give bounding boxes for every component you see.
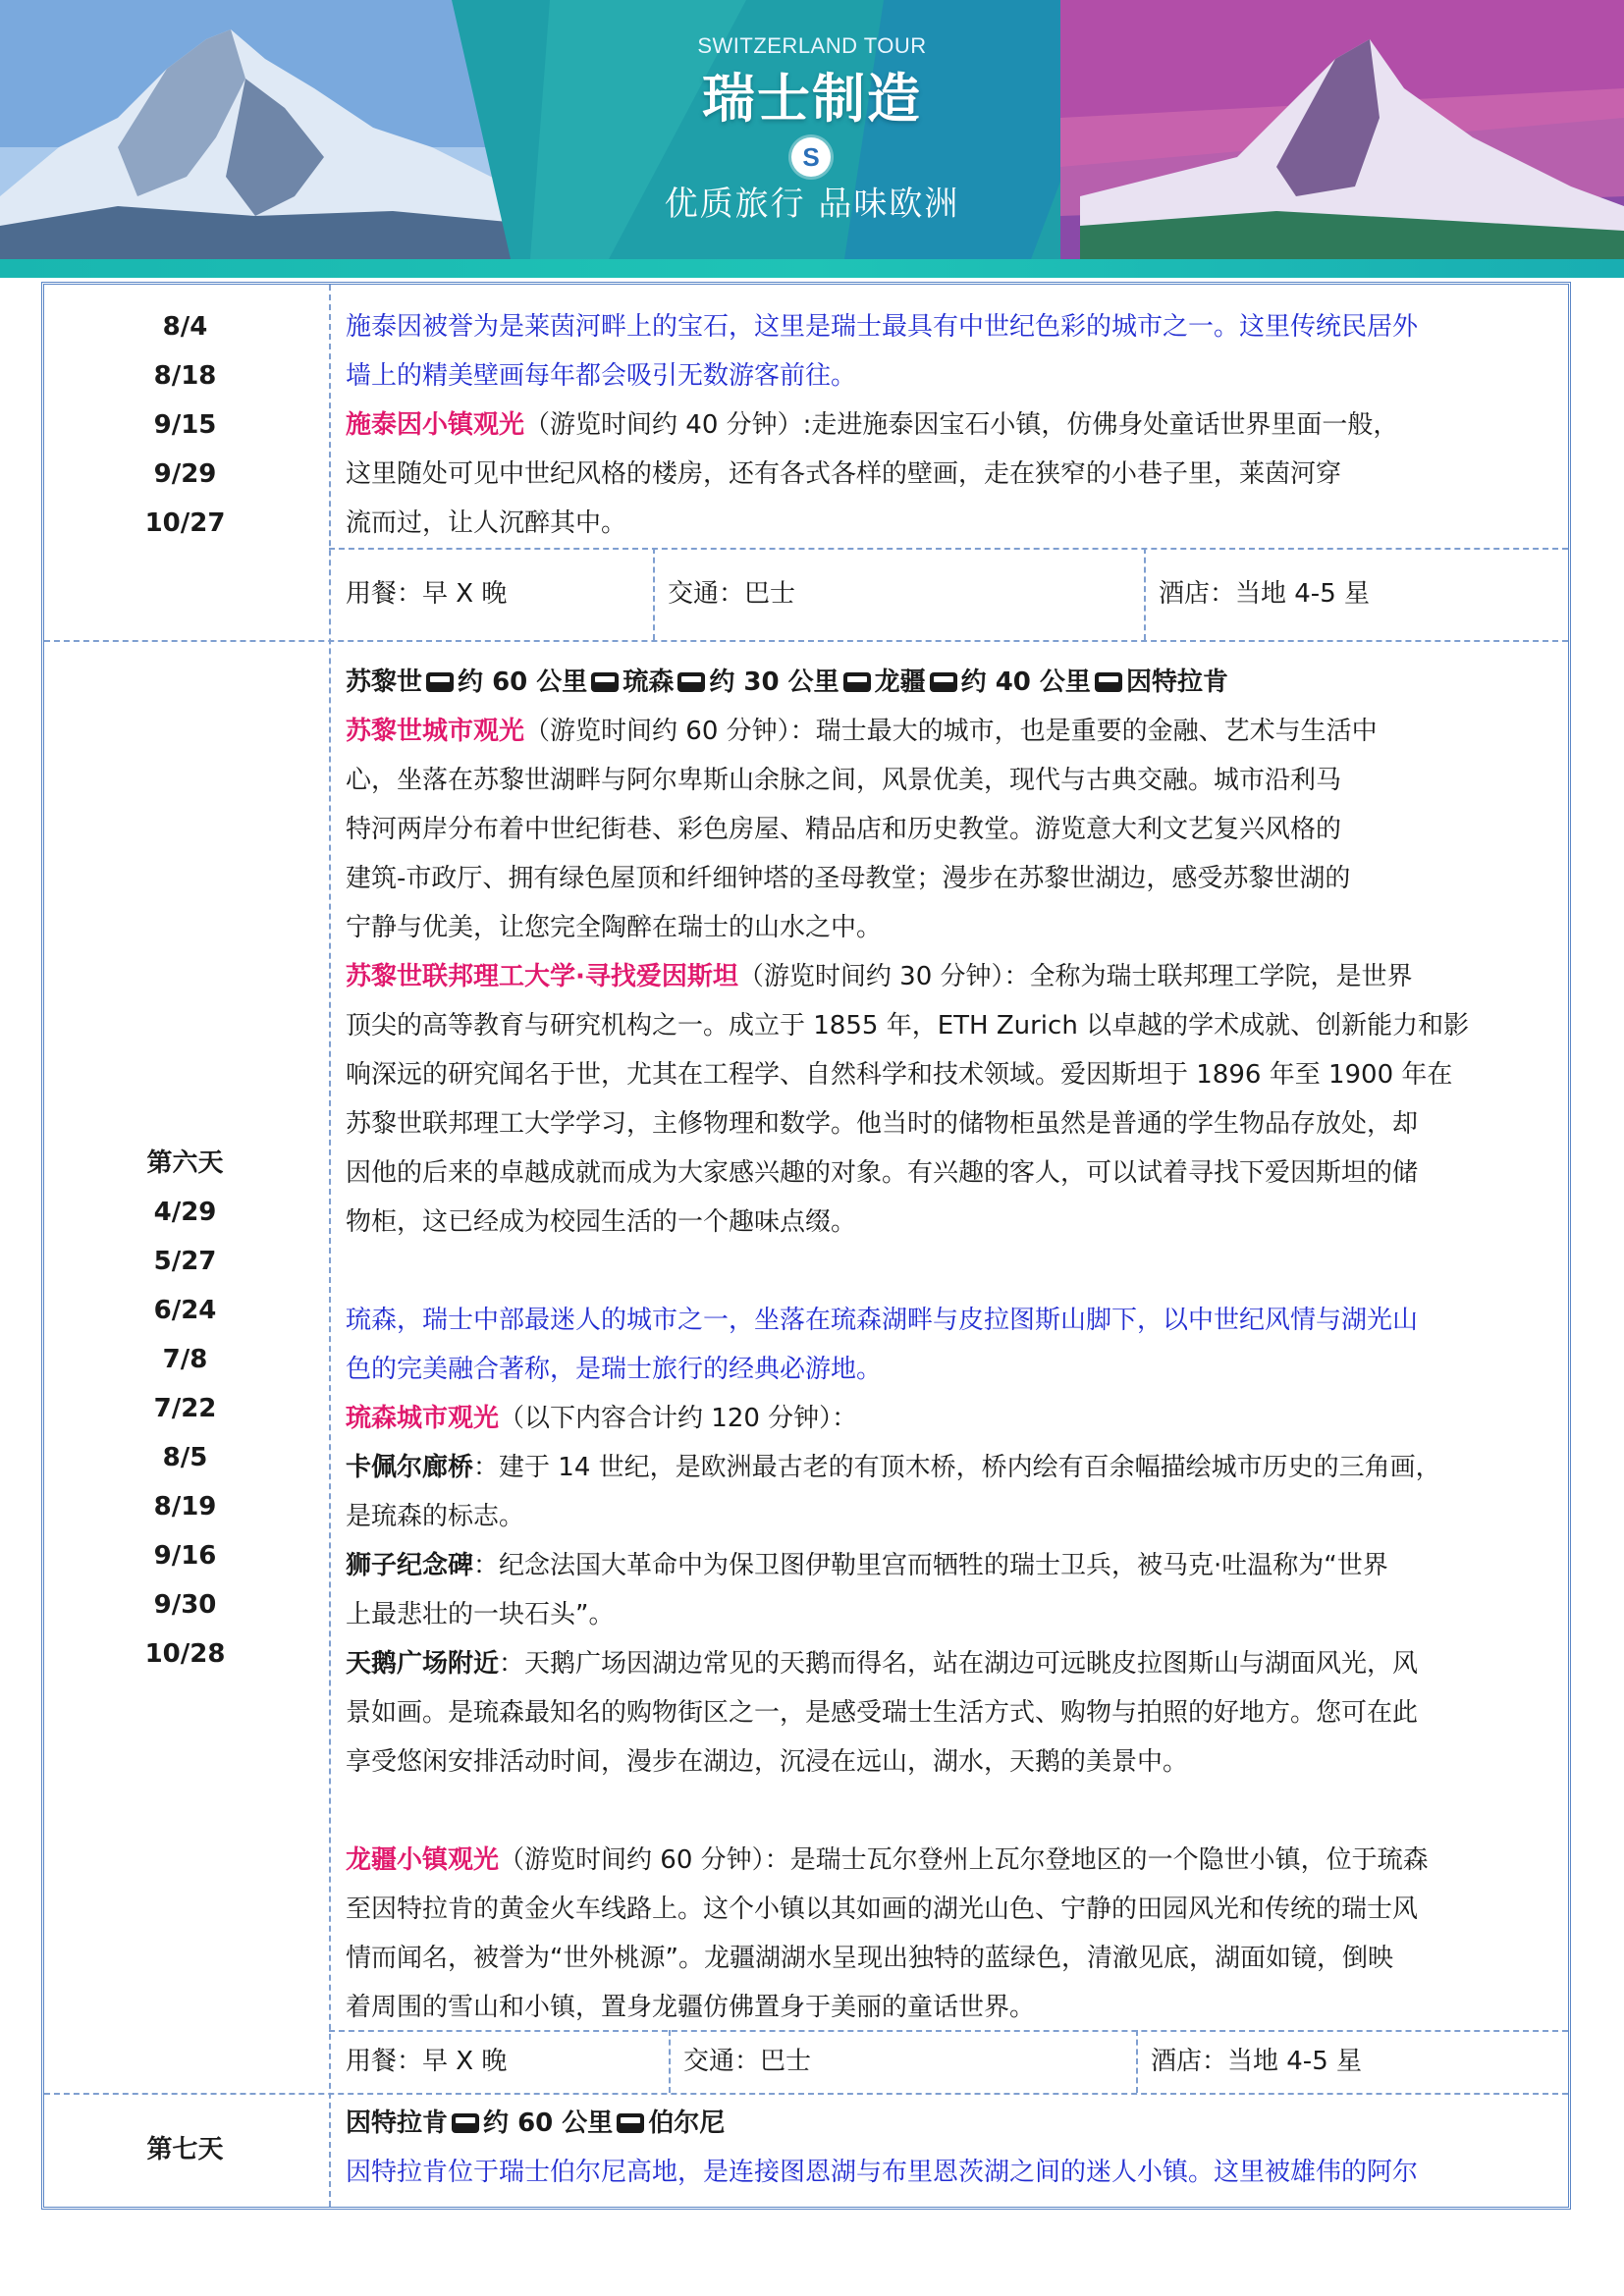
lion-line: 上最悲壮的一块石头”。 [346, 1600, 615, 1629]
divider [329, 2030, 1568, 2032]
route-distance: 约 60 公里 [483, 2109, 614, 2138]
day5-hotel: 酒店：当地 4-5 星 [1159, 579, 1370, 609]
blank-line [346, 1787, 1612, 1836]
day6-hotel: 酒店：当地 4-5 星 [1151, 2047, 1362, 2076]
date: 10/27 [144, 508, 226, 538]
date: 9/30 [153, 1590, 217, 1620]
day5-transport: 交通：巴士 [668, 579, 796, 609]
lion-title: 狮子纪念碑 [346, 1551, 474, 1580]
lion-section [346, 1541, 1612, 1590]
zurich-line: 建筑-市政厅、拥有绿色屋顶和纤细钟塔的圣母教堂；漫步在苏黎世湖边，感受苏黎世湖的 [346, 864, 1351, 893]
route-stop: 苏黎世 [346, 667, 423, 697]
eth-line: 顶尖的高等教育与研究机构之一。成立于 1855 年，ETH Zurich 以卓越的学术成就、创新能力和影 [346, 1011, 1470, 1041]
date: 10/28 [144, 1639, 226, 1669]
swan-title: 天鹅广场附近 [346, 1649, 500, 1679]
zurich-line: 心，坐落在苏黎世湖畔与阿尔卑斯山余脉之间，风景优美，现代与古典交融。城市沿利马 [346, 766, 1342, 795]
date: 7/8 [162, 1345, 208, 1374]
day7-route [346, 2099, 1612, 2148]
eth-line: 因他的后来的卓越成就而成为大家感兴趣的对象。有兴趣的客人，可以试着寻找下爱因斯坦的储 [346, 1158, 1419, 1188]
swan-line: 景如画。是琉森最知名的购物街区之一，是感受瑞士生活方式、购物与拍照的好地方。您可在此 [346, 1698, 1419, 1728]
divider [329, 548, 1568, 550]
bridge-title: 卡佩尔廊桥 [346, 1453, 474, 1482]
day5-content [346, 302, 1612, 548]
bus-icon [1095, 672, 1122, 692]
divider [1144, 548, 1146, 640]
day5-dates [44, 302, 326, 548]
zurich-line: 特河两岸分布着中世纪街巷、彩色房屋、精品店和历史教堂。游览意大利文艺复兴风格的 [346, 815, 1342, 844]
bus-icon [452, 2113, 479, 2133]
itinerary-table [41, 282, 1571, 2210]
day7-intro: 因特拉肯位于瑞士伯尔尼高地，是连接图恩湖与布里恩茨湖之间的迷人小镇。这里被雄伟的阿尔 [346, 2158, 1419, 2187]
day5-spot-line: 这里随处可见中世纪风格的楼房，还有各式各样的壁画，走在狭窄的小巷子里，莱茵河穿 [346, 459, 1342, 489]
lucerne-intro-line: 琉森，瑞士中部最迷人的城市之一，坐落在琉森湖畔与皮拉图斯山脚下，以中世纪风情与湖光山 [346, 1306, 1419, 1335]
day5-intro-line: 施泰因被誉为是莱茵河畔上的宝石，这里是瑞士最具有中世纪色彩的城市之一。这里传统民居外 [346, 312, 1419, 342]
zurich-section [346, 707, 1612, 756]
day5-intro-line: 墙上的精美壁画每年都会吸引无数游客前往。 [346, 361, 857, 391]
day5-spot-line: （游览时间约 40 分钟）:走进施泰因宝石小镇，仿佛身处童话世界里面一般， [524, 410, 1399, 440]
lucerne-intro-line: 色的完美融合著称，是瑞士旅行的经典必游地。 [346, 1355, 883, 1384]
banner-slogan: 优质旅行 品味欧洲 [664, 185, 960, 224]
date: 5/27 [153, 1247, 217, 1276]
day7-content [346, 2099, 1612, 2197]
divider [1136, 2030, 1138, 2093]
zurich-title: 苏黎世城市观光 [346, 717, 525, 746]
eth-line: 苏黎世联邦理工大学学习，主修物理和数学。他当时的储物柜虽然是普通的学生物品存放处，却 [346, 1109, 1419, 1139]
date: 8/5 [162, 1443, 208, 1472]
day5-spot [346, 400, 1612, 450]
divider [653, 548, 655, 640]
date: 4/29 [153, 1198, 217, 1227]
date: 9/16 [153, 1541, 217, 1571]
banner-subtitle: SWITZERLAND TOUR [697, 33, 927, 58]
brand-logo-icon [791, 137, 831, 177]
eth-line: 响深远的研究闻名于世，尤其在工程学、自然科学和技术领域。爱因斯坦于 1896 年至 1900 年在 [346, 1060, 1453, 1090]
day5-spot-line: 流而过，让人沉醉其中。 [346, 508, 627, 538]
lungern-line: 着周围的雪山和小镇，置身龙疆仿佛置身于美丽的童话世界。 [346, 1993, 1036, 2022]
row-divider [44, 640, 1568, 642]
bus-icon [426, 672, 454, 692]
swan-line: 享受悠闲安排活动时间，漫步在湖边，沉浸在远山，湖水，天鹅的美景中。 [346, 1747, 1189, 1777]
day-label: 第六天 [146, 1148, 224, 1178]
lucerne-section [346, 1394, 1612, 1443]
bus-icon [930, 672, 957, 692]
lucerne-note: （以下内容合计约 120 分钟）： [499, 1404, 858, 1433]
date: 9/29 [153, 459, 217, 489]
zurich-line: 宁静与优美，让您完全陶醉在瑞士的山水之中。 [346, 913, 883, 942]
blank-line [346, 1247, 1612, 1296]
day5-meal: 用餐：早 X 晚 [346, 579, 508, 609]
day6-route [346, 658, 1612, 707]
eth-section [346, 952, 1612, 1001]
bus-icon [843, 672, 871, 692]
swan-section [346, 1639, 1612, 1688]
route-distance: 约 30 公里 [709, 667, 839, 697]
day6-content [346, 658, 1612, 2032]
day7-dates [44, 2125, 326, 2174]
lungern-line: （游览时间约 60 分钟）：是瑞士瓦尔登州上瓦尔登地区的一个隐世小镇，位于琉森 [499, 1845, 1429, 1875]
date: 9/15 [153, 410, 217, 440]
bridge-section [346, 1443, 1612, 1492]
bridge-line: 是琉森的标志。 [346, 1502, 525, 1531]
column-divider [329, 285, 331, 2207]
route-distance: 约 40 公里 [960, 667, 1091, 697]
day6-transport: 交通：巴士 [683, 2047, 812, 2076]
lion-line: ：纪念法国大革命中为保卫图伊勒里宫而牺牲的瑞士卫兵，被马克·吐温称为“世界 [473, 1551, 1388, 1580]
bus-icon [617, 2113, 644, 2133]
route-stop: 琉森 [623, 667, 675, 697]
banner-title: 瑞士制造 [702, 68, 922, 130]
day-label: 第七天 [146, 2135, 224, 2164]
day5-spot-title: 施泰因小镇观光 [346, 410, 525, 440]
row-divider [44, 2093, 1568, 2095]
lungern-line: 情而闻名，被誉为“世外桃源”。龙疆湖湖水呈现出独特的蓝绿色，清澈见底，湖面如镜，倒映 [346, 1944, 1393, 1973]
eth-line: （游览时间约 30 分钟）：全称为瑞士联邦理工学院，是世界 [737, 962, 1413, 991]
date: 8/4 [162, 312, 208, 342]
eth-title: 苏黎世联邦理工大学·寻找爱因斯坦 [346, 962, 738, 991]
route-stop: 因特拉肯 [346, 2109, 449, 2138]
route-stop: 伯尔尼 [648, 2109, 726, 2138]
lungern-line: 至因特拉肯的黄金火车线路上。这个小镇以其如画的湖光山色、宁静的田园风光和传统的瑞士风 [346, 1895, 1419, 1924]
swan-line: ：天鹅广场因湖边常见的天鹅而得名，站在湖边可远眺皮拉图斯山与湖面风光，风 [499, 1649, 1419, 1679]
lungern-title: 龙疆小镇观光 [346, 1845, 500, 1875]
bus-icon [677, 672, 705, 692]
day6-dates [44, 1139, 326, 1679]
header-banner [0, 0, 1624, 278]
date: 6/24 [153, 1296, 217, 1325]
bus-icon [591, 672, 619, 692]
eth-line: 物柜，这已经成为校园生活的一个趣味点缀。 [346, 1207, 857, 1237]
lucerne-title: 琉森城市观光 [346, 1404, 500, 1433]
date: 8/18 [153, 361, 217, 391]
route-distance: 约 60 公里 [458, 667, 588, 697]
route-stop: 龙疆 [874, 667, 926, 697]
zurich-line: （游览时间约 60 分钟）：瑞士最大的城市，也是重要的金融、艺术与生活中 [524, 717, 1378, 746]
divider [669, 2030, 671, 2093]
day6-meal: 用餐：早 X 晚 [346, 2047, 508, 2076]
date: 7/22 [153, 1394, 217, 1423]
brand-logo-mark: S [802, 142, 820, 172]
bridge-line: ：建于 14 世纪，是欧洲最古老的有顶木桥，桥内绘有百余幅描绘城市历史的三角画， [473, 1453, 1441, 1482]
date: 8/19 [153, 1492, 217, 1522]
lungern-section [346, 1836, 1612, 1885]
route-stop: 因特拉肯 [1125, 667, 1228, 697]
banner-strip [0, 259, 1624, 278]
